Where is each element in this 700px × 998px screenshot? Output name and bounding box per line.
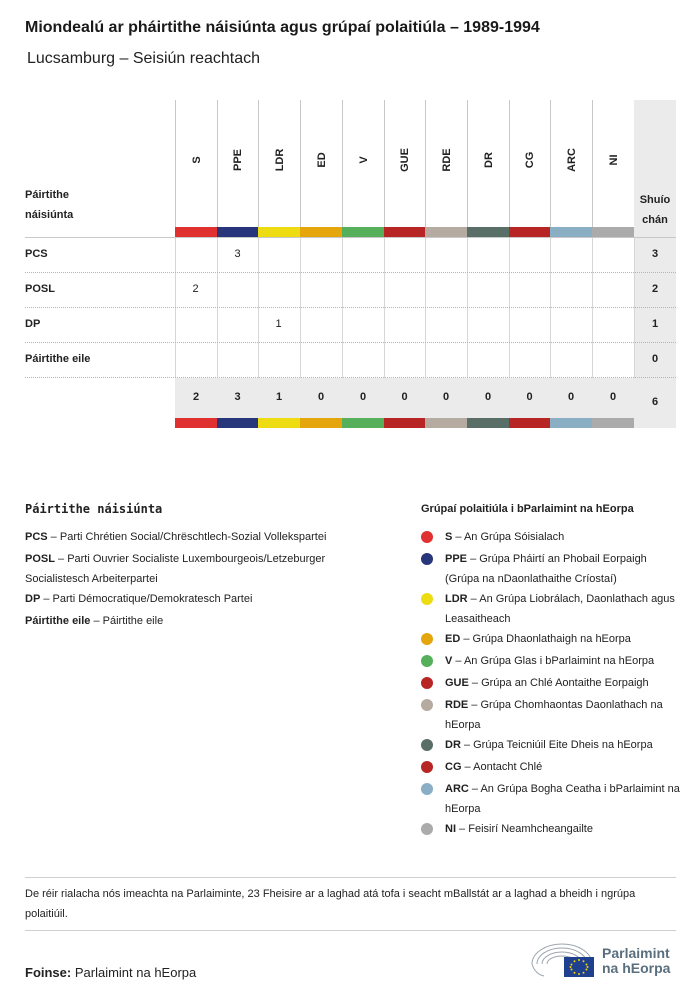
group-color-bar-bottom-s (175, 418, 217, 428)
row-separator (25, 377, 676, 378)
european-parliament-logo (530, 940, 676, 980)
group-legend-separator: – (467, 553, 480, 565)
party-legend-code: POSL (25, 553, 55, 565)
group-legend-separator: – (468, 783, 481, 795)
total-value-s: 2 (192, 391, 200, 403)
legend-dot-icon (421, 699, 433, 711)
column-header-label: DR (482, 152, 495, 168)
source-label: Foinse: (25, 965, 72, 980)
group-legend-name: An Grúpa Glas i bParlaimint na hEorpa (463, 655, 655, 667)
row-seat-total: 0 (651, 353, 659, 365)
column-header-cg (509, 100, 550, 227)
group-legend-name: Grúpa an Chlé Aontaithe Eorpaigh (481, 677, 649, 689)
group-legend-text (445, 695, 681, 735)
column-header-label: GUE (399, 148, 411, 172)
legend-dot-icon (421, 633, 433, 645)
legend-dot-icon (421, 531, 433, 543)
group-color-bar-top-dr (467, 227, 509, 237)
total-value-ppe: 3 (234, 391, 241, 403)
group-color-bar-top-ppe (217, 227, 258, 237)
row-label: DP (25, 318, 41, 330)
row-seat-total: 3 (651, 248, 659, 260)
group-legend-code: RDE (445, 699, 469, 711)
row-label: POSL (25, 283, 55, 295)
group-legend-code: GUE (445, 677, 469, 689)
group-legend-code: CG (445, 761, 462, 773)
column-header-gue (384, 100, 425, 227)
group-legend-text (445, 527, 681, 547)
parliament-hemicycle-icon (530, 940, 598, 980)
column-header-arc (550, 100, 592, 227)
group-legend-code: V (445, 655, 453, 667)
column-header-dr (467, 100, 509, 227)
column-header-rde (425, 100, 467, 227)
column-header-label: S (190, 156, 203, 164)
legend-dot-icon (421, 739, 433, 751)
group-legend-code: ED (445, 633, 461, 645)
group-legend-code: NI (445, 823, 456, 835)
group-legend-name: Grúpa Dhaonlathaigh na hEorpa (472, 633, 631, 645)
group-legend-code: DR (445, 739, 461, 751)
group-legend-text (445, 757, 681, 777)
column-header-ed (300, 100, 342, 227)
row-seat-total: 2 (651, 283, 659, 295)
group-legend-name: Grúpa Pháirtí an Phobail Eorpaigh (Grúpa na nDaonlathaithe Críostaí) (445, 553, 647, 585)
table-cell-value: 1 (275, 318, 282, 330)
group-color-bar-top-ldr (258, 227, 300, 237)
row-separator (25, 342, 676, 343)
column-header-v (342, 100, 384, 227)
legend-dot-icon (421, 655, 433, 667)
group-legend-text (445, 673, 681, 693)
total-value-gue: 0 (401, 391, 408, 403)
group-color-bar-top-arc (550, 227, 592, 237)
logo-line1: Parlaimint (602, 945, 670, 961)
party-legend-item (25, 611, 385, 631)
group-legend-code: PPE (445, 553, 468, 565)
party-header-line1: Páirtithe (25, 189, 70, 201)
table-cell-value: 3 (234, 248, 241, 260)
total-value-ed: 0 (317, 391, 325, 403)
header-separator (25, 237, 676, 238)
seats-column-background (634, 100, 676, 428)
group-legend-text (445, 735, 681, 755)
group-legend-name: An Grúpa Liobrálach, Daonlathach agus Leasaitheach (445, 593, 675, 625)
group-legend-code: ARC (445, 783, 469, 795)
group-color-bar-top-gue (384, 227, 425, 237)
legend-dot-icon (421, 761, 433, 773)
legend-dot-icon (421, 823, 433, 835)
source-line (25, 965, 196, 980)
group-legend-code: LDR (445, 593, 468, 605)
column-header-ppe (217, 100, 258, 227)
column-header-ni (592, 100, 634, 227)
chart-subtitle: Lucsamburg – Seisiún reachtach (27, 50, 261, 67)
divider-bottom (25, 930, 676, 931)
column-header-label: ED (315, 152, 328, 168)
groups-legend-title: Grúpaí polaitiúla i bParlaimint na hEorpa (421, 503, 634, 515)
party-legend-name: Parti Chrétien Social/Chrëschtlech-Sozial Vollekspartei (59, 531, 327, 543)
row-label: PCS (25, 248, 48, 260)
group-legend-separator: – (461, 761, 474, 773)
divider-top (25, 877, 676, 878)
group-color-bar-top-s (175, 227, 217, 237)
group-legend-separator: – (456, 823, 469, 835)
group-legend-text (445, 629, 681, 649)
total-value-v: 0 (359, 391, 367, 403)
group-color-bar-bottom-cg (509, 418, 550, 428)
group-legend-separator: – (468, 677, 482, 689)
row-separator (25, 307, 676, 308)
group-legend-code: S (445, 531, 453, 543)
group-legend-text (445, 819, 681, 839)
source-text: Parlaimint na hEorpa (71, 965, 197, 980)
row-label: Páirtithe eile (25, 353, 91, 365)
group-legend-text (445, 779, 681, 819)
group-legend-separator: – (452, 531, 464, 543)
party-header-line2: náisiúnta (25, 209, 74, 221)
group-color-bar-bottom-v (342, 418, 384, 428)
total-value-ni: 0 (609, 391, 617, 403)
group-color-bar-top-cg (509, 227, 550, 237)
total-value-cg: 0 (526, 391, 533, 403)
party-legend-separator: – (54, 553, 68, 565)
group-legend-name: Feisirí Neamhcheangailte (468, 823, 593, 835)
group-color-bar-bottom-gue (384, 418, 425, 428)
party-legend-separator: – (90, 615, 103, 627)
group-legend-text (445, 549, 681, 589)
group-legend-name: An Grúpa Sóisialach (463, 531, 565, 543)
table-cell-value: 2 (192, 283, 199, 295)
group-legend-name: Grúpa Chomhaontas Daonlathach na hEorpa (445, 699, 663, 731)
group-color-bar-bottom-ldr (258, 418, 300, 428)
party-legend-name: Parti Démocratique/Demokratesch Partei (52, 593, 253, 605)
party-legend-code: Páirtithe eile (25, 615, 91, 627)
grand-total-seats: 6 (651, 396, 659, 408)
party-legend-code: DP (25, 593, 41, 605)
total-value-arc: 0 (567, 391, 575, 403)
group-color-bar-top-v (342, 227, 384, 237)
column-header-label: CG (524, 151, 536, 169)
seats-header-line1: Shuío (639, 194, 671, 206)
group-legend-name: Aontacht Chlé (473, 761, 543, 773)
column-header-label: ARC (565, 148, 578, 172)
seats-header-line2: chán (642, 214, 668, 226)
group-color-bar-bottom-dr (467, 418, 509, 428)
total-value-rde: 0 (442, 391, 450, 403)
group-color-bar-bottom-ed (300, 418, 342, 428)
group-color-bar-bottom-rde (425, 418, 467, 428)
row-separator (25, 272, 676, 273)
party-legend-separator: – (47, 531, 60, 543)
column-header-label: PPE (232, 148, 244, 172)
group-color-bar-bottom-arc (550, 418, 592, 428)
column-header-label: V (357, 156, 370, 164)
legend-dot-icon (421, 783, 433, 795)
party-legend-code: PCS (25, 531, 48, 543)
party-legend-item (25, 589, 385, 609)
total-value-ldr: 1 (275, 391, 283, 403)
group-color-bar-top-ni (592, 227, 634, 237)
group-legend-separator: – (468, 699, 481, 711)
party-legend-item (25, 527, 385, 547)
group-legend-separator: – (452, 655, 464, 667)
column-header-label: NI (607, 154, 620, 166)
group-legend-name: An Grúpa Bogha Ceatha i bParlaimint na hEorpa (445, 783, 680, 815)
party-legend-name: Parti Ouvrier Socialiste Luxembourgeois/Letzeburger Socialistesch Arbeiterpartei (25, 553, 326, 585)
group-color-bar-top-ed (300, 227, 342, 237)
group-legend-text (445, 651, 681, 671)
group-legend-separator: – (460, 739, 474, 751)
column-header-label: LDR (273, 148, 286, 172)
group-legend-text (445, 589, 681, 629)
column-header-ldr (258, 100, 300, 227)
party-legend-separator: – (40, 593, 53, 605)
logo-line2: na hEorpa (602, 960, 671, 976)
column-header-label: RDE (440, 148, 453, 172)
footnote: De réir rialacha nós imeachta na Parlaiminte, 23 Fheisire ar a laghad atá tofa i seacht mBallstát ar a laghad a bheidh i ngrúpa polaitiúil. (25, 888, 636, 920)
parties-legend-title: Páirtithe náisiúnta (25, 502, 163, 516)
group-legend-name: Grúpa Teicniúil Eite Dheis na hEorpa (473, 739, 653, 751)
chart-title: Miondealú ar pháirtithe náisiúnta agus grúpaí polaitiúla – 1989-1994 (25, 19, 540, 36)
party-legend-item (25, 549, 385, 589)
group-color-bar-bottom-ni (592, 418, 634, 428)
group-legend-separator: – (467, 593, 480, 605)
party-legend-name: Páirtithe eile (102, 615, 164, 627)
group-legend-separator: – (460, 633, 473, 645)
group-color-bar-top-rde (425, 227, 467, 237)
column-header-s (175, 100, 217, 227)
legend-dot-icon (421, 593, 433, 605)
legend-dot-icon (421, 677, 433, 689)
legend-dot-icon (421, 553, 433, 565)
row-seat-total: 1 (651, 318, 659, 330)
total-value-dr: 0 (484, 391, 492, 403)
group-color-bar-bottom-ppe (217, 418, 258, 428)
